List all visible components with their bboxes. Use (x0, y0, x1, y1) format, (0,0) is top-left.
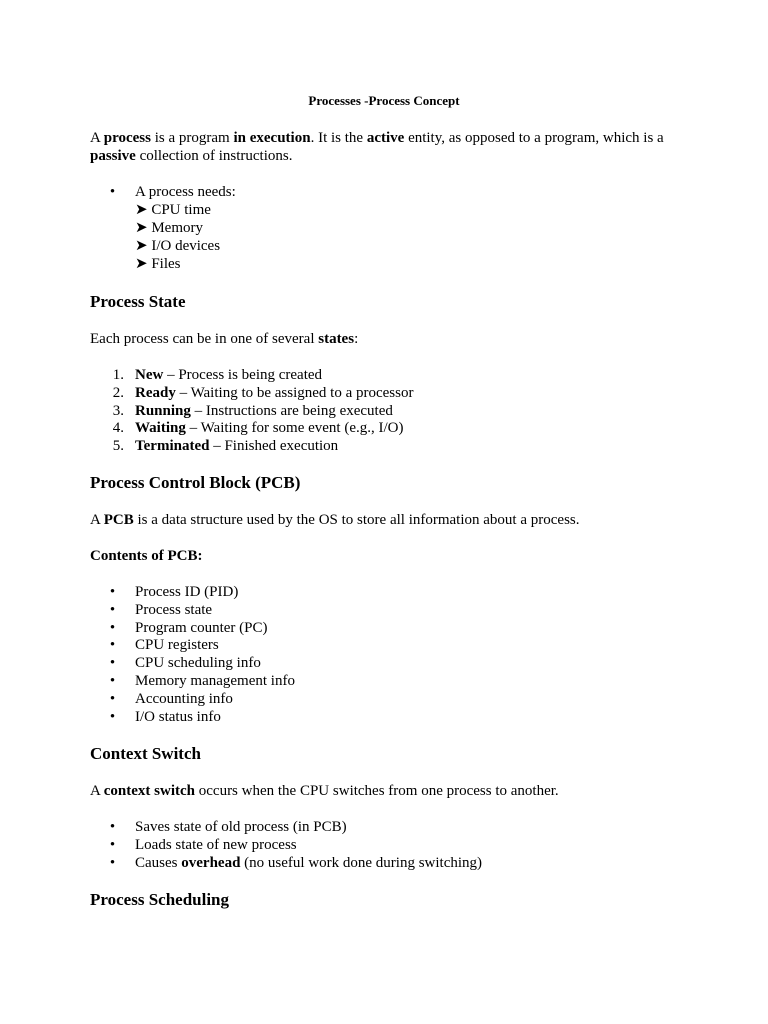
process-state-intro: Each process can be in one of several states: (90, 331, 359, 347)
list-item: ➤ Memory (135, 219, 203, 236)
list-item: • Causes overhead (no useful work done during switching) (90, 854, 690, 872)
list-item: • A process needs: (90, 183, 690, 201)
list-item: • I/O status info (90, 708, 690, 726)
arrow-icon: ➤ (135, 219, 148, 236)
bullet-icon: • (109, 672, 116, 689)
bullet-icon: • (109, 655, 116, 672)
pcb-contents-heading: Contents of PCB: (90, 548, 203, 564)
process-scheduling-heading: Process Scheduling (90, 890, 230, 909)
list-item: • Program counter (PC) (90, 619, 690, 637)
process-state-heading: Process State (90, 292, 186, 311)
list-item: ➤ CPU time (135, 201, 211, 218)
process-states-list (90, 366, 690, 455)
bullet-icon: • (109, 708, 116, 725)
list-item: • Process state (90, 601, 690, 619)
list-item: • CPU scheduling info (90, 654, 690, 672)
list-item: 3. Running – Instructions are being executed (112, 402, 393, 419)
bullet-icon: • (109, 819, 116, 835)
pcb-heading: Process Control Block (PCB) (90, 473, 301, 492)
pcb-intro: A PCB is a data structure used by the OS to store all information about a process. (90, 512, 580, 528)
arrow-icon: ➤ (135, 255, 148, 272)
context-switch-intro: A context switch occurs when the CPU switches from one process to another. (90, 783, 559, 799)
bullet-icon: • (109, 836, 116, 853)
bullet-icon: • (109, 637, 116, 654)
intro-paragraph: A process is a program in execution. It is the active entity, as opposed to a program, which is a passive collection of instructions. (90, 130, 664, 164)
pcb-contents-list (90, 583, 690, 725)
bullet-icon: • (109, 854, 116, 871)
list-item: ➤ I/O devices (135, 237, 221, 254)
bullet-icon: • (109, 690, 116, 707)
list-item: • Memory management info (90, 672, 690, 690)
bullet-icon: • (109, 601, 116, 618)
bullet-icon: • (109, 184, 116, 200)
arrow-icon: ➤ (135, 237, 148, 254)
arrow-icon: ➤ (135, 201, 148, 218)
list-item: • Process ID (PID) (90, 583, 690, 601)
list-item: 2. Ready – Waiting to be assigned to a processor (112, 384, 414, 401)
list-item: • Loads state of new process (90, 836, 690, 854)
document-title: Processes -Process Concept (308, 93, 460, 108)
list-item: • CPU registers (90, 636, 690, 654)
list-item: 5. Terminated – Finished execution (112, 438, 339, 455)
bullet-icon: • (109, 584, 116, 600)
process-needs-list (90, 183, 690, 273)
list-item: • Accounting info (90, 690, 690, 708)
list-item: • Saves state of old process (in PCB) (90, 818, 690, 836)
list-item: ➤ Files (135, 255, 181, 272)
list-item: 4. Waiting – Waiting for some event (e.g., I/O) (112, 420, 404, 437)
bullet-icon: • (109, 619, 116, 636)
context-switch-heading: Context Switch (90, 744, 201, 763)
list-item: 1. New – Process is being created (112, 367, 323, 383)
context-switch-list (90, 818, 690, 871)
